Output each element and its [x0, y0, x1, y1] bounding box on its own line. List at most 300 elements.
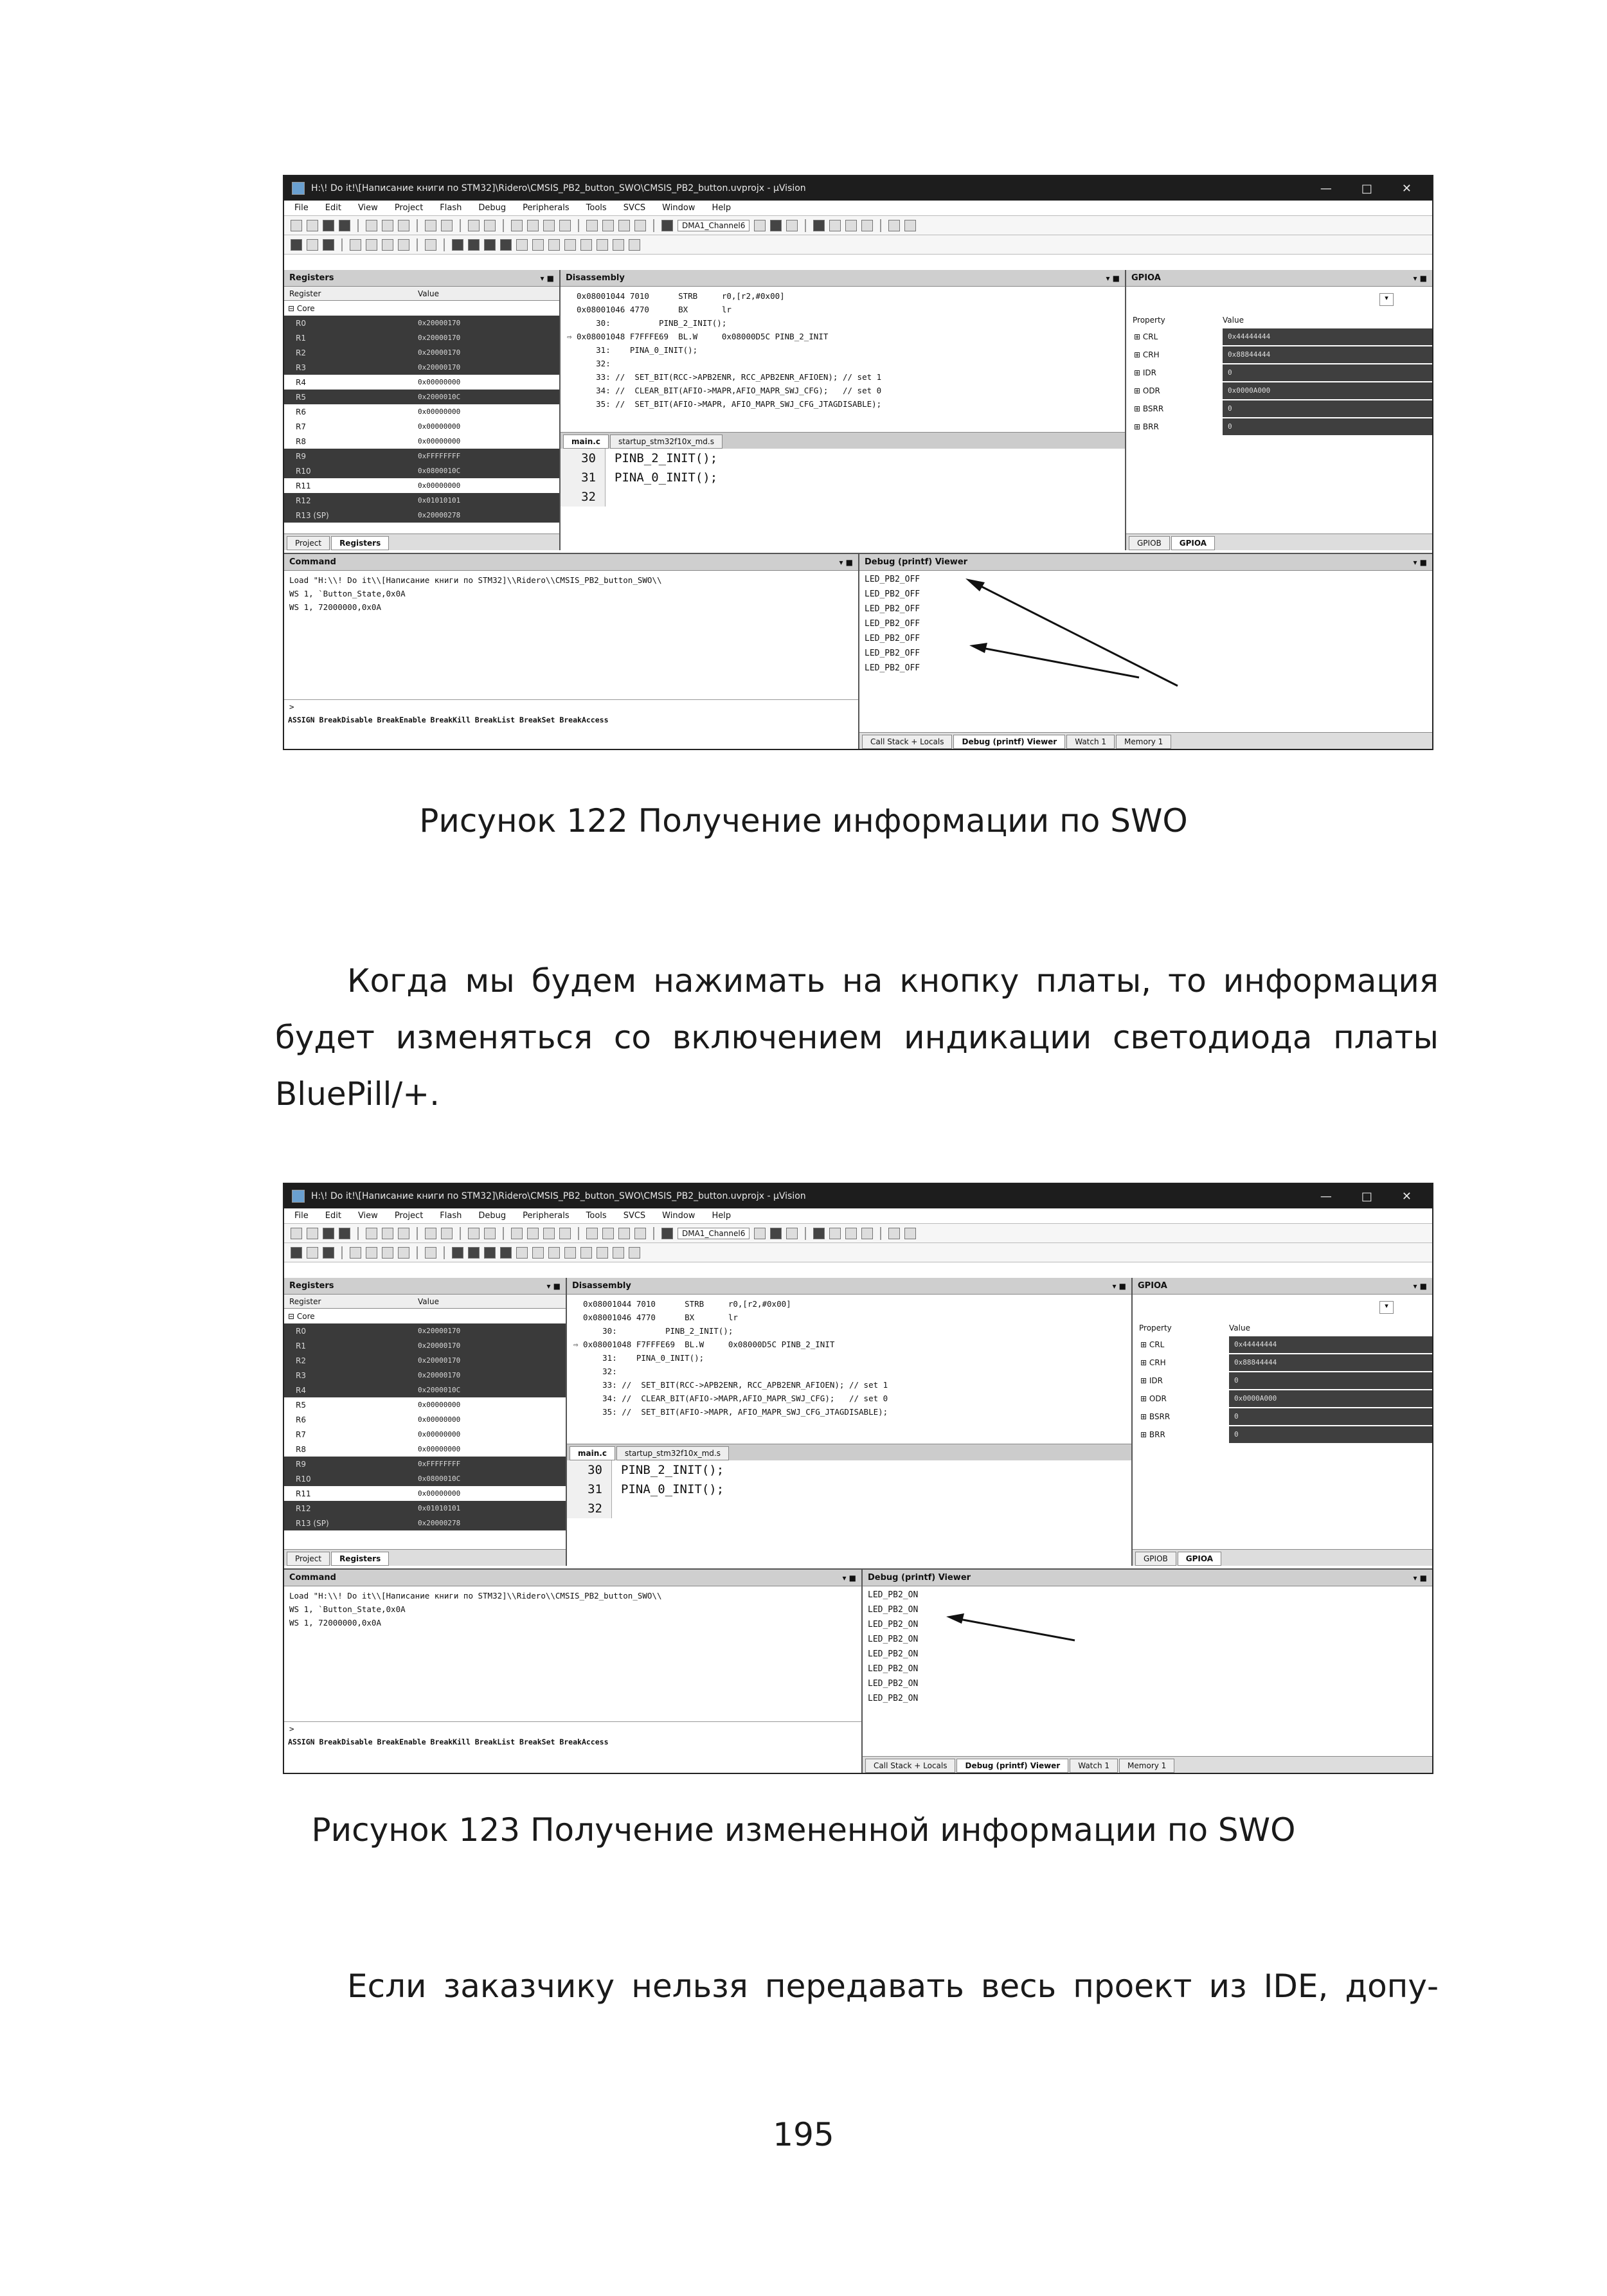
tab-gpioa[interactable]: GPIOA	[1171, 536, 1215, 550]
register-row[interactable]	[284, 1412, 566, 1427]
tab-watch-1[interactable]: Watch 1	[1070, 1759, 1118, 1773]
pin-close-icon[interactable]: ▾ ■	[1112, 1281, 1126, 1291]
redo-icon[interactable]	[441, 1228, 453, 1239]
register-value: 0x20000170	[418, 1371, 461, 1379]
gpio-register-name: ⊞ ODR	[1140, 1394, 1167, 1403]
command-window-icon[interactable]	[452, 239, 463, 251]
source-line	[567, 1480, 1131, 1499]
source-line	[567, 1460, 1131, 1480]
command-title: Command	[289, 1573, 336, 1583]
tab-call-stack-locals[interactable]: Call Stack + Locals	[865, 1759, 955, 1773]
command-window-icon[interactable]	[452, 1247, 463, 1259]
command-line: WS 1, `Button_State,0x0A	[289, 1604, 406, 1614]
nav-forward-icon[interactable]	[484, 1228, 496, 1239]
disassembly-window-icon[interactable]	[468, 1247, 480, 1259]
step-into-icon[interactable]	[350, 1247, 361, 1259]
breakpoint-kill-icon[interactable]	[861, 1228, 873, 1239]
gpio-register-row[interactable]	[1133, 1336, 1432, 1354]
bookmark-prev-icon[interactable]	[527, 220, 539, 231]
window-layout-icon[interactable]	[888, 1228, 900, 1239]
tab-gpioa[interactable]: GPIOA	[1178, 1552, 1221, 1566]
menu-item-file[interactable]: File	[294, 1211, 309, 1221]
analysis-window-icon[interactable]	[580, 239, 592, 251]
cut-icon[interactable]	[366, 220, 377, 231]
indent-icon[interactable]	[586, 1228, 598, 1239]
tab-main-c[interactable]: main.c	[563, 435, 609, 449]
comment-icon[interactable]	[618, 220, 630, 231]
system-viewer-icon[interactable]	[613, 1247, 624, 1259]
breakpoint-kill-icon[interactable]	[861, 220, 873, 231]
serial-window-icon[interactable]	[564, 239, 576, 251]
menu-item-help[interactable]: Help	[712, 203, 732, 213]
paste-icon[interactable]	[398, 220, 409, 231]
property-col-header: Property	[1139, 1323, 1172, 1332]
find-in-files-icon[interactable]	[661, 220, 673, 231]
breakpoint-enable-icon[interactable]	[845, 220, 857, 231]
register-name: R13 (SP)	[296, 510, 329, 520]
unindent-icon[interactable]	[602, 220, 614, 231]
command-hint-bar: ASSIGN BreakDisable BreakEnable BreakKill BreakList BreakSet BreakAccess	[288, 1737, 609, 1746]
register-row[interactable]	[284, 1457, 566, 1471]
command-line: Load "H:\\! Do it\\[Написание книги по STM32]\\Ridero\\CMSIS_PB2_button_SWO\\	[289, 1591, 662, 1601]
tab-registers[interactable]: Registers	[331, 536, 389, 550]
gpio-register-value: 0	[1229, 1372, 1432, 1389]
window-titlebar	[284, 1184, 1432, 1208]
menu-item-view[interactable]: View	[357, 1211, 378, 1221]
register-row[interactable]	[284, 1471, 566, 1486]
call-stack-window-icon[interactable]	[516, 1247, 528, 1259]
register-name: R12	[296, 1503, 311, 1513]
redo-icon[interactable]	[441, 220, 453, 231]
gpio-register-value: 0x44444444	[1223, 328, 1432, 345]
pin-close-icon[interactable]: ▾ ■	[1413, 557, 1427, 567]
tab-startup-file[interactable]: startup_stm32f10x_md.s	[610, 435, 723, 449]
command-pane	[284, 554, 859, 749]
disassembly-line: 31: PINA_0_INIT();	[573, 1353, 705, 1363]
register-name: R1	[296, 333, 306, 343]
target-select[interactable]: DMA1_Channel6	[678, 1228, 750, 1239]
debug-output-line: LED_PB2_OFF	[865, 575, 920, 584]
step-into-icon[interactable]	[350, 239, 361, 251]
menu-item-edit[interactable]: Edit	[325, 203, 341, 213]
paragraph-1	[275, 953, 1439, 1122]
register-name: R9	[296, 1459, 306, 1469]
pin-close-icon[interactable]: ▾ ■	[1413, 273, 1427, 283]
register-row[interactable]	[284, 1501, 566, 1516]
register-row[interactable]	[284, 390, 559, 404]
line-number: 32	[561, 487, 606, 507]
save-all-icon[interactable]	[339, 220, 350, 231]
menu-item-peripherals[interactable]: Peripherals	[523, 1211, 570, 1221]
register-row[interactable]	[284, 360, 559, 375]
core-group-label: Core	[296, 303, 315, 313]
register-row[interactable]	[284, 1516, 566, 1530]
toolbox-icon[interactable]	[629, 239, 640, 251]
debug-output-line: LED_PB2_OFF	[865, 589, 920, 599]
register-row[interactable]	[284, 434, 559, 449]
line-number: 31	[567, 1480, 612, 1499]
disassembly-line: 0x08001044 7010 STRB r0,[r2,#0x00]	[567, 291, 785, 301]
register-value: 0x00000000	[418, 437, 461, 445]
register-row[interactable]	[284, 1427, 566, 1442]
command-line: WS 1, 72000000,0x0A	[289, 1618, 381, 1628]
top-panes	[284, 1278, 1432, 1566]
register-row[interactable]	[284, 1486, 566, 1501]
undo-icon[interactable]	[425, 1228, 436, 1239]
system-viewer-icon[interactable]	[613, 239, 624, 251]
register-name: R13 (SP)	[296, 1518, 329, 1528]
symbols-window-icon[interactable]	[484, 1247, 496, 1259]
analysis-window-icon[interactable]	[580, 1247, 592, 1259]
breakpoint-enable-icon[interactable]	[845, 1228, 857, 1239]
menu-item-project[interactable]: Project	[394, 203, 424, 213]
show-next-statement-icon[interactable]	[425, 239, 436, 251]
gpio-register-list	[1133, 1336, 1432, 1444]
register-row[interactable]	[284, 404, 559, 419]
register-row[interactable]	[284, 508, 559, 523]
disassembly-line: 33: // SET_BIT(RCC->APB2ENR, RCC_APB2ENR_AFIOEN); // set 1	[567, 372, 882, 382]
register-row[interactable]	[284, 1338, 566, 1353]
incremental-find-icon[interactable]	[786, 220, 798, 231]
tab-watch-1[interactable]: Watch 1	[1066, 735, 1115, 749]
tab-startup-file[interactable]: startup_stm32f10x_md.s	[616, 1446, 729, 1460]
register-name: R7	[296, 422, 306, 431]
new-file-icon[interactable]	[291, 1228, 302, 1239]
register-name: R0	[296, 318, 306, 328]
disassembly-line: 30: PINB_2_INIT();	[567, 318, 727, 328]
menu-item-flash[interactable]: Flash	[440, 203, 462, 213]
breakpoint-insert-icon[interactable]	[829, 220, 841, 231]
menu-item-window[interactable]: Window	[662, 1211, 696, 1221]
pin-close-icon[interactable]: ▾ ■	[540, 273, 554, 283]
gpio-register-name: ⊞ CRH	[1134, 350, 1160, 359]
command-prompt[interactable]: >	[284, 699, 858, 713]
target-select[interactable]: DMA1_Channel6	[678, 220, 750, 231]
new-file-icon[interactable]	[291, 220, 302, 231]
register-row[interactable]	[284, 316, 559, 330]
tab-main-c[interactable]: main.c	[570, 1446, 615, 1460]
gpio-register-value: 0x88844444	[1229, 1354, 1432, 1371]
command-prompt[interactable]: >	[284, 1721, 861, 1735]
register-value: 0x20000170	[418, 363, 461, 372]
bookmark-clear-icon[interactable]	[559, 220, 571, 231]
trace-window-icon[interactable]	[597, 1247, 608, 1259]
registers-title: Registers	[289, 1281, 334, 1291]
unindent-icon[interactable]	[602, 1228, 614, 1239]
gpio-register-row[interactable]	[1133, 1390, 1432, 1408]
register-value: 0x00000000	[418, 408, 461, 416]
pin-close-icon[interactable]: ▾ ■	[1106, 273, 1120, 283]
cut-icon[interactable]	[366, 1228, 377, 1239]
stop-icon[interactable]	[323, 239, 334, 251]
register-name: R8	[296, 436, 306, 446]
tab-project[interactable]: Project	[287, 536, 330, 550]
disassembly-line: ⇨ 0x08001048 F7FFFE69 BL.W 0x08000D5C PINB_2_INIT	[567, 332, 829, 341]
gpio-register-row[interactable]	[1133, 1354, 1432, 1372]
uvision-app-icon	[292, 182, 305, 195]
menu-item-view[interactable]: View	[357, 203, 378, 213]
open-file-icon[interactable]	[307, 1228, 318, 1239]
watch-window-icon[interactable]	[532, 239, 544, 251]
symbols-window-icon[interactable]	[484, 239, 496, 251]
disassembly-line: 0x08001046 4770 BX lr	[567, 305, 732, 314]
register-row[interactable]	[284, 449, 559, 463]
gpio-register-row[interactable]	[1133, 1408, 1432, 1426]
chevron-down-icon[interactable]: ▾	[1379, 293, 1394, 306]
register-name: R9	[296, 451, 306, 461]
close-icon[interactable]: ✕	[1401, 181, 1412, 195]
register-value: 0xFFFFFFFF	[418, 452, 461, 460]
screenshot-figure-122	[283, 175, 1433, 750]
tab-memory-1[interactable]: Memory 1	[1116, 735, 1171, 749]
gpio-register-row[interactable]	[1133, 1372, 1432, 1390]
command-pane	[284, 1570, 863, 1773]
bookmark-clear-icon[interactable]	[559, 1228, 571, 1239]
debug-toolbar	[284, 235, 1432, 255]
pin-close-icon[interactable]: ▾ ■	[1413, 1573, 1427, 1583]
window-layout-icon[interactable]	[888, 220, 900, 231]
tab-gpiob[interactable]: GPIOB	[1129, 536, 1170, 550]
menu-item-tools[interactable]: Tools	[586, 203, 607, 213]
disassembly-pane	[567, 1278, 1133, 1566]
registers-window-icon[interactable]	[500, 239, 512, 251]
menu-item-flash[interactable]: Flash	[440, 1211, 462, 1221]
paragraph-2	[275, 1958, 1439, 2014]
disassembly-code	[561, 287, 1125, 432]
window-title: H:\! Do it!\[Написание книги по STM32]\Ridero\CMSIS_PB2_button_SWO\CMSIS_PB2_button.uvprojx - µVision	[311, 183, 806, 193]
source-editor[interactable]	[567, 1460, 1131, 1518]
chevron-down-icon[interactable]	[754, 220, 766, 231]
tab-registers[interactable]: Registers	[331, 1552, 389, 1566]
tree-collapse-icon[interactable]: ⊟	[288, 303, 297, 313]
bottom-panes	[284, 1568, 1432, 1773]
gpio-title: GPIOA	[1138, 1281, 1167, 1291]
paragraph-2-line-1: Если заказчику нельзя передавать весь проект из IDE, допу-	[347, 1968, 1439, 2005]
nav-forward-icon[interactable]	[484, 220, 496, 231]
menu-item-svcs[interactable]: SVCS	[623, 203, 646, 213]
menu-item-svcs[interactable]: SVCS	[623, 1211, 646, 1221]
step-out-icon[interactable]	[382, 1247, 393, 1259]
bottom-panes	[284, 553, 1432, 749]
register-row[interactable]	[284, 375, 559, 390]
register-row[interactable]	[284, 1323, 566, 1338]
register-col-header: Register	[289, 289, 321, 298]
gpio-register-row[interactable]	[1126, 364, 1432, 382]
maximize-icon[interactable]: □	[1361, 1189, 1372, 1203]
configure-icon[interactable]	[904, 1228, 916, 1239]
menu-item-window[interactable]: Window	[662, 203, 696, 213]
bookmark-next-icon[interactable]	[543, 1228, 555, 1239]
command-line: WS 1, 72000000,0x0A	[289, 602, 381, 612]
undo-icon[interactable]	[425, 220, 436, 231]
find-icon[interactable]	[770, 1228, 782, 1239]
register-value: 0x2000010C	[418, 393, 461, 401]
chevron-down-icon[interactable]	[754, 1228, 766, 1239]
gpio-register-row[interactable]	[1126, 382, 1432, 400]
tab-call-stack-locals[interactable]: Call Stack + Locals	[862, 735, 952, 749]
stop-icon[interactable]	[323, 1247, 334, 1259]
configure-icon[interactable]	[904, 220, 916, 231]
register-name: R10	[296, 466, 311, 476]
tree-collapse-icon[interactable]: ⊟	[288, 1311, 297, 1321]
register-row[interactable]	[284, 345, 559, 360]
register-row[interactable]	[284, 478, 559, 493]
incremental-find-icon[interactable]	[786, 1228, 798, 1239]
register-name: R12	[296, 496, 311, 505]
register-row[interactable]	[284, 1383, 566, 1397]
gpio-register-name: ⊞ CRH	[1140, 1358, 1166, 1367]
save-all-icon[interactable]	[339, 1228, 350, 1239]
bookmark-icon[interactable]	[511, 220, 523, 231]
menu-item-edit[interactable]: Edit	[325, 1211, 341, 1221]
register-row[interactable]	[284, 493, 559, 508]
minimize-icon[interactable]: —	[1320, 1189, 1332, 1203]
registers-pane	[284, 270, 561, 550]
gpio-register-value: 0	[1223, 364, 1432, 381]
step-out-icon[interactable]	[382, 239, 393, 251]
disassembly-window-icon[interactable]	[468, 239, 480, 251]
uncomment-icon[interactable]	[634, 220, 646, 231]
register-row[interactable]	[284, 463, 559, 478]
register-name: R8	[296, 1444, 306, 1454]
register-name: R10	[296, 1474, 311, 1484]
nav-back-icon[interactable]	[468, 1228, 480, 1239]
pin-close-icon[interactable]: ▾ ■	[842, 1573, 856, 1583]
debug-output-line: LED_PB2_OFF	[865, 649, 920, 658]
step-over-icon[interactable]	[366, 239, 377, 251]
disassembly-line: 34: // CLEAR_BIT(AFIO->MAPR,AFIO_MAPR_SWJ_CFG); // set 0	[573, 1394, 888, 1403]
gpio-register-row[interactable]	[1126, 418, 1432, 436]
tab-memory-1[interactable]: Memory 1	[1119, 1759, 1174, 1773]
gpio-register-name: ⊞ BRR	[1134, 422, 1159, 431]
gpio-register-value: 0	[1223, 400, 1432, 417]
disassembly-line: 35: // SET_BIT(AFIO->MAPR, AFIO_MAPR_SWJ_CFG_JTAGDISABLE);	[573, 1407, 888, 1417]
debug-viewer-pane	[859, 554, 1432, 749]
source-editor[interactable]	[561, 449, 1125, 507]
menu-item-tools[interactable]: Tools	[586, 1211, 607, 1221]
register-row[interactable]	[284, 419, 559, 434]
gpio-register-value: 0	[1229, 1408, 1432, 1425]
tab-debug-printf-viewer[interactable]: Debug (printf) Viewer	[956, 1759, 1068, 1773]
run-icon[interactable]	[307, 1247, 318, 1259]
register-row[interactable]	[284, 1353, 566, 1368]
memory-window-icon[interactable]	[548, 239, 560, 251]
run-to-cursor-icon[interactable]	[398, 1247, 409, 1259]
copy-icon[interactable]	[382, 220, 393, 231]
nav-back-icon[interactable]	[468, 220, 480, 231]
register-row[interactable]	[284, 1368, 566, 1383]
serial-window-icon[interactable]	[564, 1247, 576, 1259]
gpio-register-list	[1126, 328, 1432, 436]
gpio-register-row[interactable]	[1133, 1426, 1432, 1444]
reset-icon[interactable]	[291, 239, 302, 251]
screenshot-figure-123	[283, 1183, 1433, 1774]
bookmark-icon[interactable]	[511, 1228, 523, 1239]
register-value: 0x20000170	[418, 334, 461, 342]
tab-gpiob[interactable]: GPIOB	[1135, 1552, 1176, 1566]
source-line	[561, 468, 1125, 487]
pin-close-icon[interactable]: ▾ ■	[839, 557, 853, 567]
gpio-register-row[interactable]	[1126, 400, 1432, 418]
menu-item-debug[interactable]: Debug	[478, 203, 507, 213]
figure-caption-122: Рисунок 122 Получение информации по SWO	[419, 802, 1188, 839]
run-to-cursor-icon[interactable]	[398, 239, 409, 251]
gpio-register-value: 0x44444444	[1229, 1336, 1432, 1353]
tab-debug-printf-viewer[interactable]: Debug (printf) Viewer	[953, 735, 1065, 749]
call-stack-window-icon[interactable]	[516, 239, 528, 251]
copy-icon[interactable]	[382, 1228, 393, 1239]
close-icon[interactable]: ✕	[1401, 1189, 1412, 1203]
save-icon[interactable]	[323, 220, 334, 231]
gpio-pane	[1126, 270, 1432, 550]
open-file-icon[interactable]	[307, 220, 318, 231]
register-name: R5	[296, 1400, 306, 1410]
register-name: R11	[296, 481, 311, 490]
menu-item-debug[interactable]: Debug	[478, 1211, 507, 1221]
find-in-files-icon[interactable]	[661, 1228, 673, 1239]
debug-output-line: LED_PB2_ON	[868, 1649, 919, 1659]
source-line	[561, 487, 1125, 507]
menu-item-file[interactable]: File	[294, 203, 309, 213]
gpio-register-row[interactable]	[1126, 346, 1432, 364]
registers-window-icon[interactable]	[500, 1247, 512, 1259]
menu-item-peripherals[interactable]: Peripherals	[523, 203, 570, 213]
register-row[interactable]	[284, 1442, 566, 1457]
save-icon[interactable]	[323, 1228, 334, 1239]
disassembly-code	[567, 1295, 1131, 1444]
register-row[interactable]	[284, 330, 559, 345]
find-icon[interactable]	[770, 220, 782, 231]
bookmark-next-icon[interactable]	[543, 220, 555, 231]
minimize-icon[interactable]: —	[1320, 181, 1332, 195]
register-value: 0x00000000	[418, 1445, 461, 1453]
menu-item-help[interactable]: Help	[712, 1211, 732, 1221]
step-over-icon[interactable]	[366, 1247, 377, 1259]
toolbox-icon[interactable]	[629, 1247, 640, 1259]
disassembly-line: 32:	[567, 359, 611, 368]
memory-window-icon[interactable]	[548, 1247, 560, 1259]
show-next-statement-icon[interactable]	[425, 1247, 436, 1259]
trace-window-icon[interactable]	[597, 239, 608, 251]
maximize-icon[interactable]: □	[1361, 181, 1372, 195]
pin-close-icon[interactable]: ▾ ■	[1413, 1281, 1427, 1291]
menu-item-project[interactable]: Project	[394, 1211, 424, 1221]
paste-icon[interactable]	[398, 1228, 409, 1239]
uncomment-icon[interactable]	[634, 1228, 646, 1239]
debug-output-line: LED_PB2_OFF	[865, 634, 920, 643]
gpio-register-row[interactable]	[1126, 328, 1432, 346]
tab-project[interactable]: Project	[287, 1552, 330, 1566]
comment-icon[interactable]	[618, 1228, 630, 1239]
chevron-down-icon[interactable]: ▾	[1379, 1301, 1394, 1314]
register-row[interactable]	[284, 1397, 566, 1412]
debug-start-icon[interactable]	[813, 1228, 825, 1239]
disassembly-title: Disassembly	[572, 1281, 631, 1291]
breakpoint-insert-icon[interactable]	[829, 1228, 841, 1239]
indent-icon[interactable]	[586, 220, 598, 231]
register-name: R5	[296, 392, 306, 402]
run-icon[interactable]	[307, 239, 318, 251]
watch-window-icon[interactable]	[532, 1247, 544, 1259]
disassembly-line: 31: PINA_0_INIT();	[567, 345, 698, 355]
debug-start-icon[interactable]	[813, 220, 825, 231]
bookmark-prev-icon[interactable]	[527, 1228, 539, 1239]
gpio-pane	[1133, 1278, 1432, 1566]
register-list	[284, 316, 559, 523]
reset-icon[interactable]	[291, 1247, 302, 1259]
pin-close-icon[interactable]: ▾ ■	[546, 1281, 561, 1291]
debug-output-line: LED_PB2_ON	[868, 1605, 919, 1615]
